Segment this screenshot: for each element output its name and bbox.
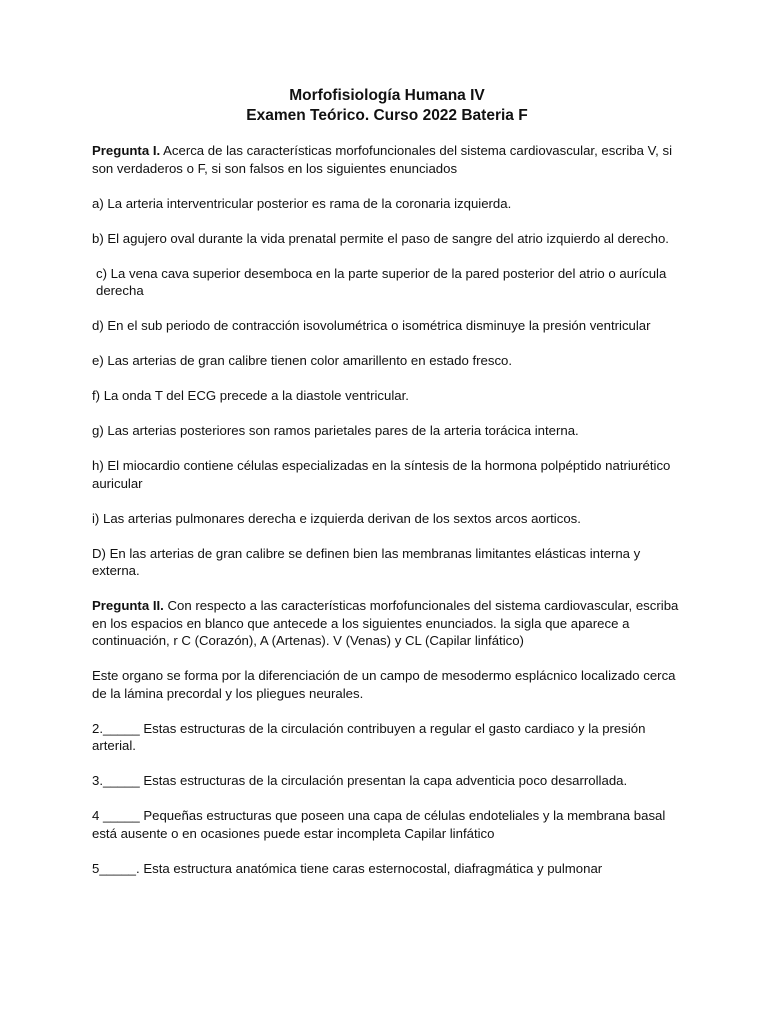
statement-b: b) El agujero oval durante la vida prenatal permite el paso de sangre del atrio izquierdo al derecho. xyxy=(92,230,669,246)
question-1-prompt xyxy=(92,142,682,177)
statement-h: h) El miocardio contiene células especializadas en la síntesis de la hormona polpéptido natriurético auricular xyxy=(92,458,671,491)
fill-item-2: 2._____ Estas estructuras de la circulación contribuyen a regular el gasto cardiaco y la presión arterial. xyxy=(92,720,646,753)
statement-g: g) Las arterias posteriores son ramos parietales pares de la arteria torácica interna. xyxy=(92,423,579,438)
exam-title: Examen Teórico. Curso 2022 Bateria F xyxy=(246,107,528,124)
question-2-text: Con respecto a las características morfofuncionales del sistema cardiovascular, escriba en los espacios en blanco que antecede a los siguientes enunciados. la sigla que aparece a continuación, r C (Corazón), A (Artenas). V (Venas) y CL (Capilar linfático) xyxy=(92,598,679,648)
statement-c: c) La vena cava superior desemboca en la parte superior de la pared posterior del atrio o aurícula derecha xyxy=(96,265,667,298)
question-1-text: Acerca de las características morfofuncionales del sistema cardiovascular, escriba V, si son verdaderos o F, si son falsos en los siguientes enunciados xyxy=(92,143,673,176)
statement-e: e) Las arterias de gran calibre tienen color amarillento en estado fresco. xyxy=(92,353,513,368)
statement-i: i) Las arterias pulmonares derecha e izquierda derivan de los sextos arcos aorticos. xyxy=(92,510,581,526)
statement-f: f) La onda T del ECG precede a la diastole ventricular. xyxy=(92,388,409,403)
fill-item-3: 3._____ Estas estructuras de la circulación presentan la capa adventicia poco desarrollada. xyxy=(92,773,628,788)
course-title: Morfofisiología Humana IV xyxy=(289,87,485,104)
statement-d: d) En el sub periodo de contracción isovolumétrica o isométrica disminuye la presión ventricular xyxy=(92,318,651,333)
statement-j: D) En las arterias de gran calibre se definen bien las membranas limitantes elásticas interna y externa. xyxy=(92,545,641,578)
exam-page xyxy=(92,86,682,895)
statement-a: a) La arteria interventricular posterior es rama de la coronaria izquierda. xyxy=(92,195,512,211)
fill-item-5: 5_____. Esta estructura anatómica tiene caras esternocostal, diafragmática y pulmonar xyxy=(92,860,603,876)
fill-item-1: Este organo se forma por la diferenciación de un campo de mesodermo esplácnico localizado cerca de la lámina precordal y los pliegues neurales. xyxy=(92,668,676,701)
question-1-label: Pregunta I. xyxy=(92,143,161,158)
question-2-label: Pregunta II. xyxy=(92,598,164,613)
question-2-prompt xyxy=(92,597,682,650)
title-block xyxy=(92,86,682,126)
fill-item-4: 4 _____ Pequeñas estructuras que poseen una capa de células endoteliales y la membrana basal está ausente o en ocasiones puede estar incompleta Capilar linfático xyxy=(92,808,666,841)
